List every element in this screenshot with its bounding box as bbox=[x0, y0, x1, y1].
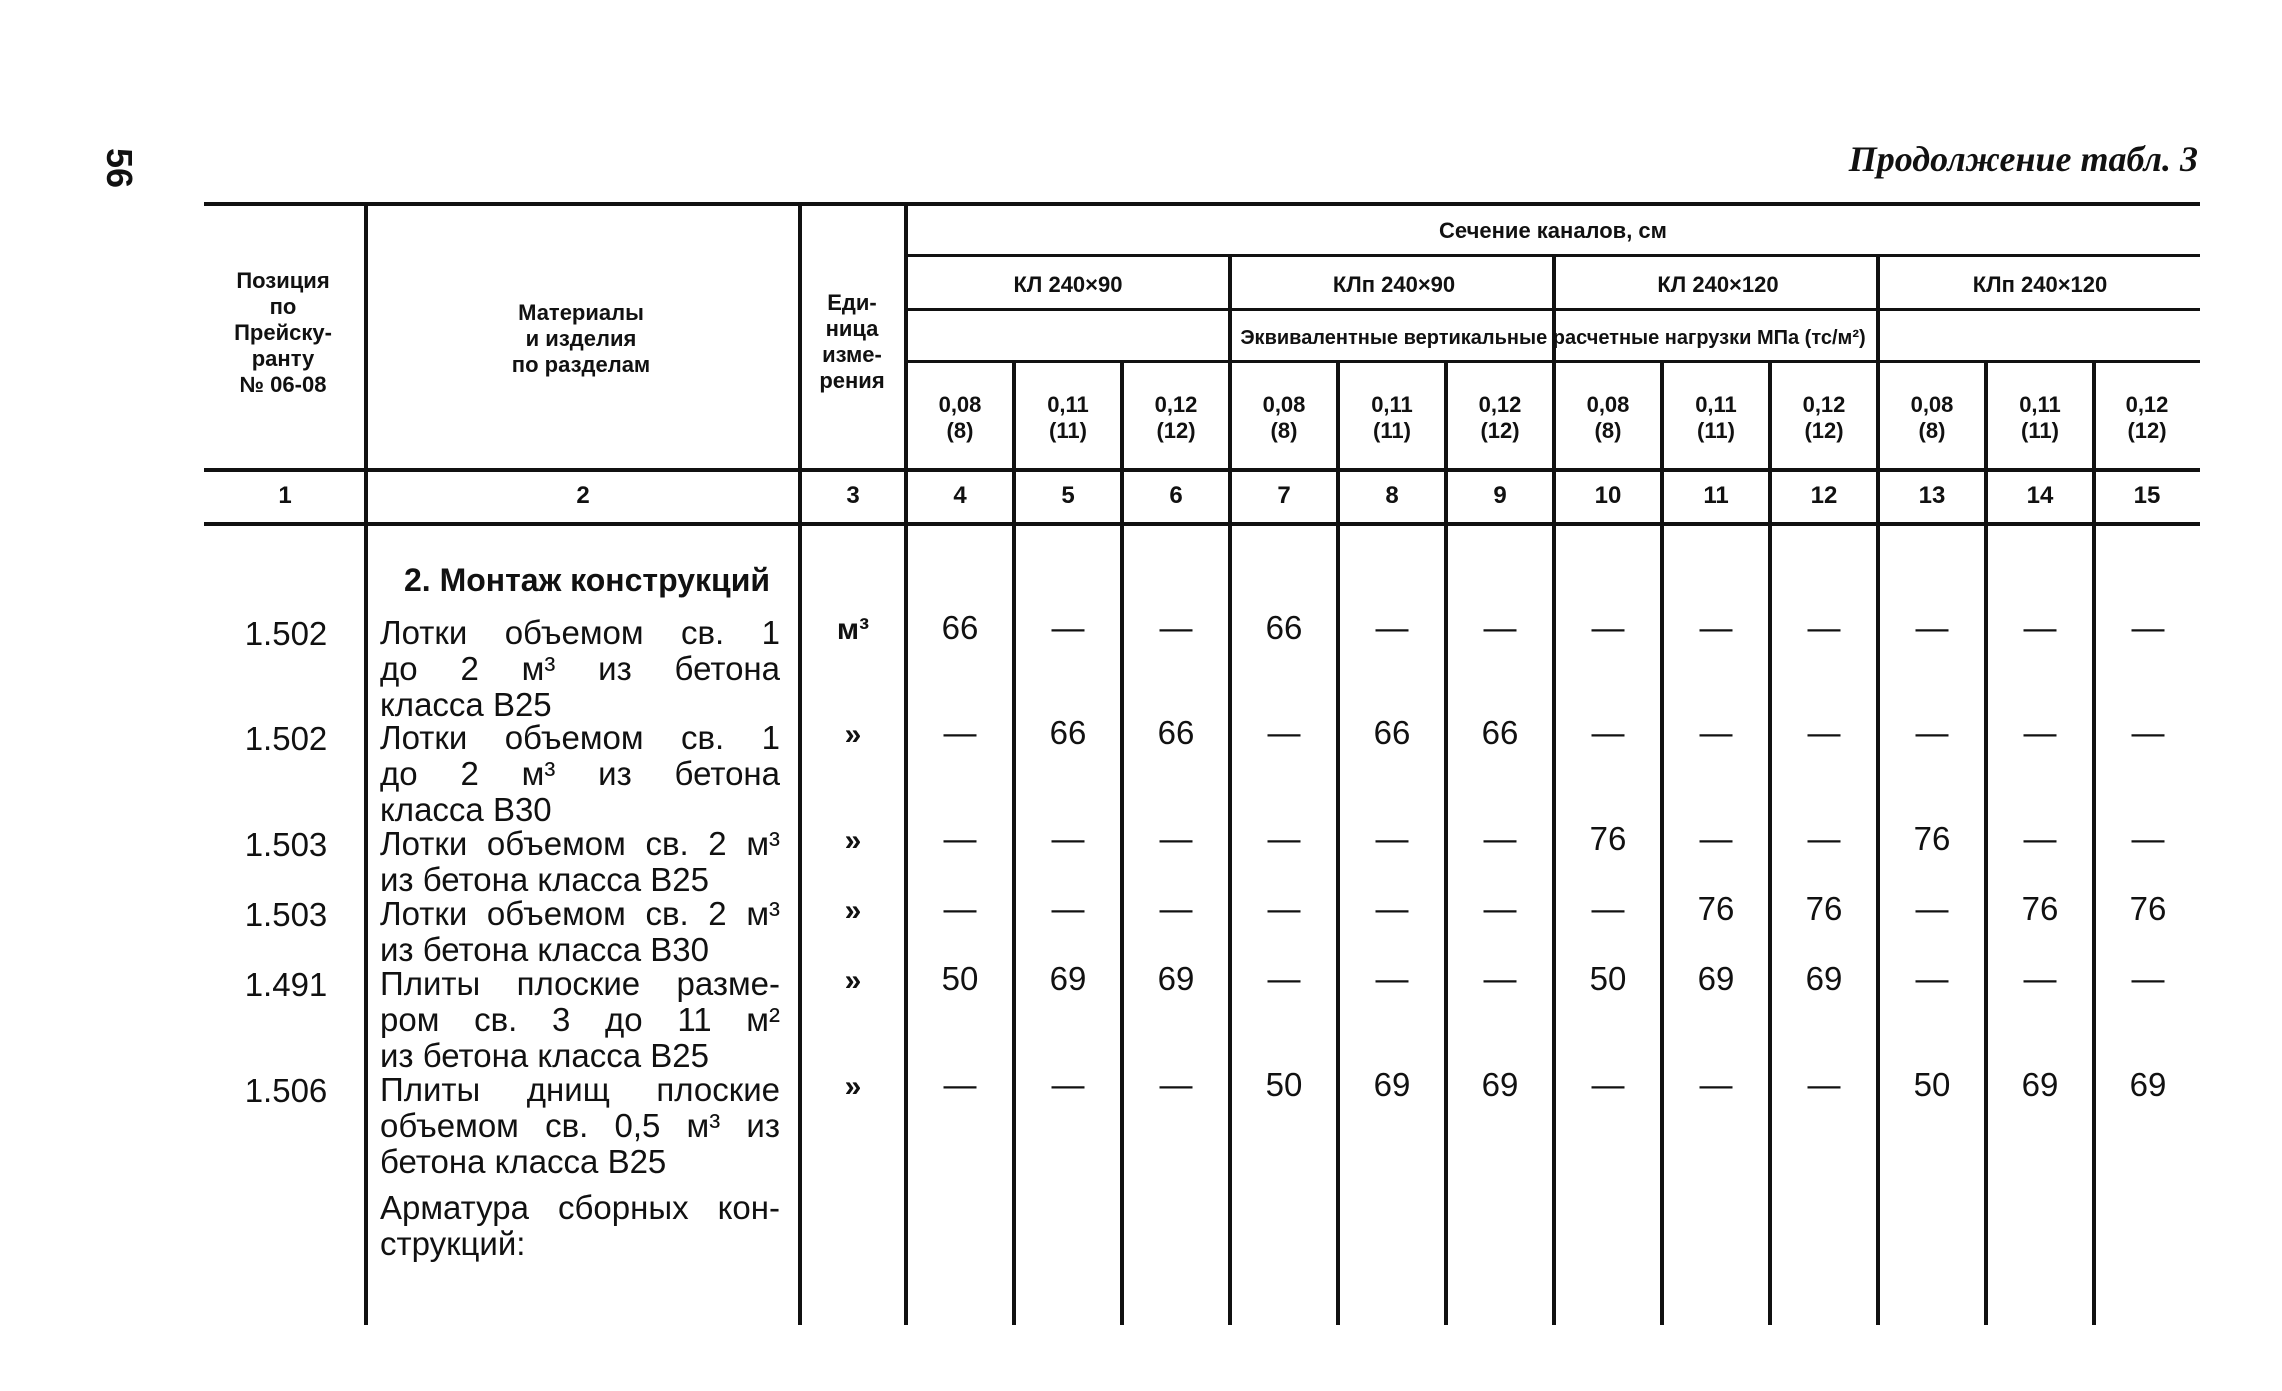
unit-of-measure: » bbox=[844, 1070, 862, 1103]
material-line: объемом св. 0,5 м³ из bbox=[380, 1107, 780, 1144]
value-cell: — bbox=[1699, 714, 1733, 751]
value-cell: — bbox=[1051, 820, 1085, 857]
unit-of-measure: » bbox=[844, 964, 862, 997]
header-loads-title: Эквивалентные вертикальные расчетные нагрузки МПа (тс/м²) bbox=[1240, 327, 1866, 349]
value-cell: 69 bbox=[1049, 960, 1087, 997]
position-code: 1.491 bbox=[244, 966, 328, 1003]
table-rule bbox=[204, 202, 2200, 206]
header-load-value bbox=[1986, 392, 2094, 444]
load-tc: (12) bbox=[2127, 418, 2167, 443]
column-number: 3 bbox=[846, 482, 860, 509]
value-cell: — bbox=[1915, 714, 1949, 751]
value-cell: — bbox=[1267, 960, 1301, 997]
column-number: 10 bbox=[1594, 482, 1622, 509]
column-number: 5 bbox=[1061, 482, 1075, 509]
header-group-2: КЛп 240×90 bbox=[1332, 272, 1456, 297]
unit-of-measure: » bbox=[844, 894, 862, 927]
column-number: 6 bbox=[1169, 482, 1183, 509]
column-number: 1 bbox=[278, 482, 292, 509]
load-tc: (11) bbox=[1373, 418, 1411, 443]
header-load-value bbox=[1878, 392, 1986, 444]
unit-of-measure: » bbox=[844, 824, 862, 857]
value-cell: 69 bbox=[2129, 1066, 2167, 1103]
value-cell: 69 bbox=[1481, 1066, 1519, 1103]
value-cell: — bbox=[2131, 960, 2165, 997]
value-cell: 69 bbox=[1805, 960, 1843, 997]
load-mpa: 0,11 bbox=[1047, 392, 1089, 417]
value-cell: — bbox=[1915, 960, 1949, 997]
value-cell: — bbox=[1483, 960, 1517, 997]
value-cell: 76 bbox=[1697, 890, 1735, 927]
value-cell: — bbox=[943, 820, 977, 857]
value-cell: 50 bbox=[1589, 960, 1627, 997]
load-mpa: 0,08 bbox=[1910, 392, 1954, 417]
value-cell: 50 bbox=[1913, 1066, 1951, 1103]
value-cell: 76 bbox=[1589, 820, 1627, 857]
page-number: 56 bbox=[99, 148, 140, 189]
value-cell: — bbox=[1591, 890, 1625, 927]
material-description bbox=[380, 826, 780, 898]
value-cell: — bbox=[1159, 820, 1193, 857]
value-cell: — bbox=[943, 890, 977, 927]
value-cell: — bbox=[1267, 890, 1301, 927]
value-cell: — bbox=[943, 1066, 977, 1103]
material-line: до 2 м³ из бетона bbox=[380, 755, 780, 792]
material-line: Плиты днищ плоские bbox=[380, 1071, 780, 1108]
header-group-1: КЛ 240×90 bbox=[1013, 272, 1123, 297]
load-tc: (11) bbox=[1697, 418, 1735, 443]
value-cell: — bbox=[1267, 820, 1301, 857]
load-tc: (11) bbox=[1049, 418, 1087, 443]
material-line: Лотки объемом св. 1 bbox=[380, 614, 780, 651]
value-cell: — bbox=[1699, 820, 1733, 857]
header-unit: Еди- ница изме- рения bbox=[819, 290, 885, 393]
value-cell: — bbox=[1483, 820, 1517, 857]
material-line: ром св. 3 до 11 м² bbox=[380, 1001, 780, 1038]
value-cell: — bbox=[2131, 714, 2165, 751]
material-line: Лотки объемом св. 2 м³ bbox=[380, 895, 780, 932]
armature-heading: Арматура сборных кон- струкций: bbox=[380, 1189, 780, 1262]
material-line: из бетона класса В25 bbox=[380, 861, 710, 898]
material-description bbox=[380, 720, 780, 828]
header-load-value bbox=[1554, 392, 1662, 444]
value-cell: 76 bbox=[2129, 890, 2167, 927]
value-cell: — bbox=[1051, 609, 1085, 646]
load-mpa: 0,12 bbox=[1802, 392, 1846, 417]
header-load-value bbox=[1770, 392, 1878, 444]
material-line: класса В25 bbox=[380, 686, 552, 723]
value-cell: — bbox=[2023, 609, 2057, 646]
value-cell: — bbox=[2131, 820, 2165, 857]
material-description bbox=[380, 615, 780, 723]
material-description bbox=[380, 1072, 780, 1180]
value-cell: — bbox=[1375, 890, 1409, 927]
load-mpa: 0,11 bbox=[2019, 392, 2061, 417]
load-mpa: 0,11 bbox=[1371, 392, 1413, 417]
value-cell: 66 bbox=[1265, 609, 1303, 646]
position-code: 1.503 bbox=[244, 896, 328, 933]
header-group-4: КЛп 240×120 bbox=[1972, 272, 2108, 297]
column-number: 15 bbox=[2133, 482, 2161, 509]
material-line: Плиты плоские разме- bbox=[380, 965, 780, 1002]
column-rule bbox=[904, 204, 908, 1325]
column-number: 14 bbox=[2026, 482, 2054, 509]
material-description bbox=[380, 966, 780, 1074]
value-cell: — bbox=[1375, 609, 1409, 646]
value-cell: 69 bbox=[1373, 1066, 1411, 1103]
value-cell: — bbox=[1159, 1066, 1193, 1103]
material-line: до 2 м³ из бетона bbox=[380, 650, 780, 687]
material-line: из бетона класса В25 bbox=[380, 1037, 710, 1074]
column-number: 7 bbox=[1277, 482, 1291, 509]
value-cell: — bbox=[1159, 609, 1193, 646]
column-number: 9 bbox=[1493, 482, 1507, 509]
material-line: бетона класса В25 bbox=[380, 1143, 667, 1180]
value-cell: 76 bbox=[1805, 890, 1843, 927]
value-cell: — bbox=[2023, 960, 2057, 997]
load-tc: (8) bbox=[1270, 418, 1298, 443]
value-cell: — bbox=[1699, 609, 1733, 646]
load-mpa: 0,08 bbox=[938, 392, 982, 417]
value-cell: — bbox=[1915, 609, 1949, 646]
value-cell: — bbox=[1051, 1066, 1085, 1103]
load-mpa: 0,08 bbox=[1262, 392, 1306, 417]
header-section-title: Сечение каналов, см bbox=[1439, 218, 1667, 243]
value-cell: — bbox=[1375, 820, 1409, 857]
load-tc: (8) bbox=[1918, 418, 1946, 443]
table-rule bbox=[204, 522, 2200, 526]
material-line: из бетона класса В30 bbox=[380, 931, 710, 968]
value-cell: — bbox=[1051, 890, 1085, 927]
position-code: 1.502 bbox=[244, 615, 328, 652]
header-load-value bbox=[1338, 392, 1446, 444]
load-mpa: 0,08 bbox=[1586, 392, 1630, 417]
value-cell: — bbox=[1807, 820, 1841, 857]
value-cell: — bbox=[943, 714, 977, 751]
header-load-value bbox=[2094, 392, 2200, 444]
value-cell: — bbox=[2023, 714, 2057, 751]
value-cell: 66 bbox=[1481, 714, 1519, 751]
value-cell: — bbox=[1267, 714, 1301, 751]
value-cell: 50 bbox=[941, 960, 979, 997]
value-cell: — bbox=[1375, 960, 1409, 997]
value-cell: — bbox=[2131, 609, 2165, 646]
load-mpa: 0,12 bbox=[1478, 392, 1522, 417]
header-position: Позиция по Прейску- ранту № 06-08 bbox=[234, 268, 332, 397]
section-heading: 2. Монтаж конструкций bbox=[404, 562, 771, 598]
position-code: 1.503 bbox=[244, 826, 328, 863]
value-cell: — bbox=[1159, 890, 1193, 927]
position-code: 1.506 bbox=[244, 1072, 328, 1109]
column-number: 4 bbox=[953, 482, 967, 509]
table-rule bbox=[204, 468, 2200, 472]
column-number: 12 bbox=[1810, 482, 1838, 509]
column-number: 13 bbox=[1918, 482, 1946, 509]
load-tc: (8) bbox=[946, 418, 974, 443]
position-code: 1.502 bbox=[244, 720, 328, 757]
value-cell: — bbox=[2023, 820, 2057, 857]
column-number: 8 bbox=[1385, 482, 1399, 509]
load-tc: (12) bbox=[1156, 418, 1196, 443]
value-cell: — bbox=[1699, 1066, 1733, 1103]
value-cell: — bbox=[1807, 609, 1841, 646]
header-load-value bbox=[906, 392, 1014, 444]
material-description bbox=[380, 896, 780, 968]
header-load-value bbox=[1014, 392, 1122, 444]
value-cell: 69 bbox=[1697, 960, 1735, 997]
header-load-value bbox=[1662, 392, 1770, 444]
load-tc: (11) bbox=[2021, 418, 2059, 443]
header-load-value bbox=[1122, 392, 1230, 444]
value-cell: 69 bbox=[2021, 1066, 2059, 1103]
value-cell: — bbox=[1591, 1066, 1625, 1103]
unit-of-measure: м³ bbox=[836, 613, 870, 646]
material-line: Лотки объемом св. 2 м³ bbox=[380, 825, 780, 862]
value-cell: — bbox=[1591, 609, 1625, 646]
value-cell: — bbox=[1483, 890, 1517, 927]
column-number: 2 bbox=[576, 482, 590, 509]
value-cell: 76 bbox=[1913, 820, 1951, 857]
unit-of-measure: » bbox=[844, 718, 862, 751]
value-cell: 66 bbox=[1049, 714, 1087, 751]
material-line: класса В30 bbox=[380, 791, 552, 828]
table-continuation-caption: Продолжение табл. 3 bbox=[1848, 139, 2198, 179]
value-cell: 50 bbox=[1265, 1066, 1303, 1103]
header-load-value bbox=[1446, 392, 1554, 444]
value-cell: 66 bbox=[941, 609, 979, 646]
value-cell: — bbox=[1915, 890, 1949, 927]
value-cell: 66 bbox=[1157, 714, 1195, 751]
value-cell: — bbox=[1807, 714, 1841, 751]
material-line: Лотки объемом св. 1 bbox=[380, 719, 780, 756]
column-number: 11 bbox=[1703, 482, 1729, 509]
value-cell: 76 bbox=[2021, 890, 2059, 927]
header-load-value bbox=[1230, 392, 1338, 444]
header-materials: Материалы и изделия по разделам bbox=[511, 300, 651, 377]
load-mpa: 0,11 bbox=[1695, 392, 1737, 417]
header-group-3: КЛ 240×120 bbox=[1657, 272, 1779, 297]
load-tc: (12) bbox=[1480, 418, 1520, 443]
load-tc: (8) bbox=[1594, 418, 1622, 443]
value-cell: 66 bbox=[1373, 714, 1411, 751]
value-cell: 69 bbox=[1157, 960, 1195, 997]
value-cell: — bbox=[1591, 714, 1625, 751]
load-tc: (12) bbox=[1804, 418, 1844, 443]
load-mpa: 0,12 bbox=[2125, 392, 2169, 417]
load-mpa: 0,12 bbox=[1154, 392, 1198, 417]
value-cell: — bbox=[1807, 1066, 1841, 1103]
value-cell: — bbox=[1483, 609, 1517, 646]
